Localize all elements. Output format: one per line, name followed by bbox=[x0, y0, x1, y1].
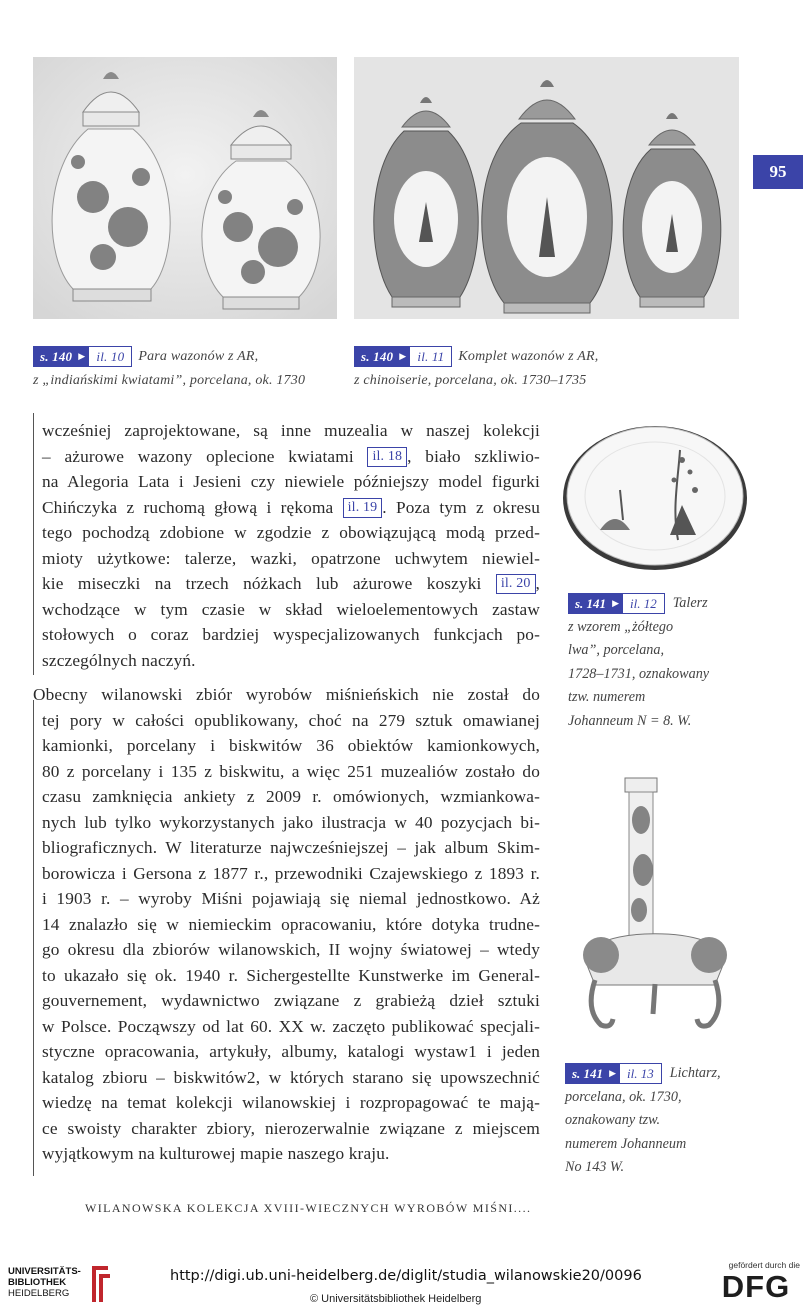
text-line: kamionki, porcelany i biskwitów 36 obiektów kamionkowych, bbox=[42, 736, 540, 755]
section-ref: s. 140 bbox=[355, 347, 399, 366]
figure-ref-il-19[interactable]: il. 19 bbox=[343, 498, 383, 518]
caption-line: Para wazonów z AR, bbox=[138, 349, 259, 364]
section-ref: s. 141 bbox=[569, 594, 612, 613]
figure-tag-il-10[interactable] bbox=[33, 346, 132, 367]
source-url[interactable]: http://digi.ub.uni-heidelberg.de/diglit/studia_wilanowskie20/0096 bbox=[170, 1268, 642, 1284]
text-span: , biało szkliwio- bbox=[407, 446, 540, 466]
text-span: , bbox=[535, 574, 540, 593]
illustration-ref: il. 11 bbox=[410, 347, 451, 366]
library-emblem-icon bbox=[88, 1264, 114, 1304]
illustration-ref: il. 13 bbox=[620, 1064, 661, 1083]
text-line: 80 z porcelany i 135 z biskwitu, a więc 251 muzealiów zostało do bbox=[42, 761, 540, 781]
caption-line: Komplet wazonów z AR, bbox=[458, 349, 599, 364]
page-number-tab bbox=[753, 155, 803, 189]
caption-line: oznakowany tzw. bbox=[565, 1112, 661, 1129]
dfg-logo: DFG bbox=[721, 1269, 791, 1304]
section-ref: s. 141 bbox=[566, 1064, 609, 1083]
text-line: i 1903 r. – wyroby Miśni pojawiają się niemal jednostkowo. Aż bbox=[42, 889, 540, 908]
text-line: wchodzące w tym czasie w skład wieloelementowych zastaw bbox=[42, 599, 540, 619]
section-ref: s. 140 bbox=[34, 347, 78, 366]
text-line bbox=[42, 571, 540, 597]
figure-ref-il-20[interactable]: il. 20 bbox=[496, 574, 536, 594]
text-line: tego pochodzą zdobione w zgodzie z obowiązującą modą przed- bbox=[42, 523, 540, 542]
caption-il-10 bbox=[33, 345, 353, 392]
figure-tag-il-11[interactable] bbox=[354, 346, 452, 367]
text-line bbox=[42, 495, 540, 521]
photo-set-of-chinoiserie-vases bbox=[354, 57, 739, 319]
text-span: Chińczyka z ruchomą głową i rękoma bbox=[42, 497, 334, 517]
text-line: czasu zamknięcia ankiety z 2009 r. omówionych, wzmiankowa- bbox=[42, 787, 540, 806]
library-logo bbox=[8, 1266, 128, 1306]
text-line: w Polsce. Począwszy od lat 60. XX w. zaczęto publikować specjali- bbox=[42, 1016, 540, 1036]
plate-illustration bbox=[560, 420, 750, 572]
vases-chinoiserie-illustration bbox=[354, 57, 739, 319]
text-line: wiedzę na temat kolekcji wilanowskiej i rozpropagować te mają- bbox=[42, 1093, 540, 1112]
text-span: – ażurowe wazony oplecione kwiatami bbox=[42, 446, 354, 466]
caption-il-12 bbox=[568, 592, 768, 734]
caption-line: 1728–1731, oznakowany bbox=[568, 665, 710, 682]
running-footer: WILANOWSKA KOLEKCJA XVIII-WIECZNYCH WYROBÓW MIŚNI.... bbox=[85, 1201, 532, 1215]
arrow-right-icon: ▶ bbox=[78, 347, 89, 366]
caption-line: porcelana, ok. 1730, bbox=[565, 1088, 682, 1105]
figure-tag-il-12[interactable] bbox=[568, 593, 665, 614]
caption-line: No 143 W. bbox=[565, 1159, 624, 1176]
text-line: katalog zbioru – biskwitów2, w których starano się upowszechnić bbox=[42, 1067, 540, 1087]
caption-line: Johanneum N = 8. W. bbox=[568, 712, 692, 729]
text-line: styczne opracowania, artykuły, albumy, katalogi wystaw1 i jeden bbox=[42, 1042, 540, 1061]
caption-line: z wzorem „żółtego bbox=[568, 618, 674, 635]
text-line: szczególnych naczyń. bbox=[42, 650, 196, 670]
text-line: mioty użytkowe: talerze, wazki, opatrzone uchwytem niewiel- bbox=[42, 548, 540, 568]
text-line: borowicza i Gersona z 1877 r., przewodniki Czajewskiego z 1893 r. bbox=[42, 863, 540, 883]
text-line: bliograficznych. W literaturze najwcześniejszej – jak album Skim- bbox=[42, 838, 540, 857]
paragraph-1 bbox=[42, 418, 540, 673]
dfg-caption: gefördert durch die bbox=[728, 1260, 800, 1270]
text-line: na Alegoria Lata i Jesieni czy niewiele późniejszy model figurki bbox=[42, 472, 540, 491]
text-line: nych lub tylko wykorzystanych jako ilustracja w 40 pozycjach bi- bbox=[42, 812, 540, 832]
text-line bbox=[42, 444, 540, 470]
arrow-right-icon: ▶ bbox=[612, 594, 623, 613]
caption-line: Lichtarz, bbox=[669, 1065, 721, 1081]
text-line: ce swoisty charakter zbiory, nierozerwalnie związane z miejscem bbox=[42, 1118, 540, 1138]
library-name-line: UNIVERSITÄTS- bbox=[8, 1266, 81, 1277]
text-line: wcześniej zaprojektowane, są inne muzealia w naszej kolekcji bbox=[42, 421, 540, 440]
arrow-right-icon: ▶ bbox=[609, 1064, 620, 1083]
text-line: Obecny wilanowski zbiór wyrobów miśnieńskich nie został do bbox=[33, 685, 540, 704]
vases-floral-illustration bbox=[33, 57, 337, 319]
text-line: 14 znalazło się w niemieckim opracowaniu, które dotyka trudne- bbox=[42, 914, 540, 934]
digitization-bar bbox=[0, 1256, 803, 1314]
text-line: stołowych o coraz bardziej wyspecjalizowanych funkcjach po- bbox=[42, 625, 540, 644]
illustration-ref: il. 10 bbox=[89, 347, 131, 366]
figure-tag-il-13[interactable] bbox=[565, 1063, 662, 1084]
arrow-right-icon: ▶ bbox=[399, 347, 410, 366]
caption-line: z „indiańskimi kwiatami”, porcelana, ok. 1730 bbox=[33, 373, 306, 388]
caption-line: numerem Johanneum bbox=[565, 1135, 687, 1152]
library-name-line: HEIDELBERG bbox=[8, 1288, 70, 1299]
illustration-ref: il. 12 bbox=[623, 594, 664, 613]
photo-pair-of-vases bbox=[33, 57, 337, 319]
text-line: gouvernement, wydawnictwo związane z grabieżą dzieł sztuki bbox=[42, 991, 540, 1010]
text-line: go okresu dla zbiorów wilanowskich, II wojny światowej – wtedy bbox=[42, 940, 540, 959]
caption-line: tzw. numerem bbox=[568, 689, 646, 706]
candlestick-illustration bbox=[565, 770, 745, 1038]
caption-line: z chinoiserie, porcelana, ok. 1730–1735 bbox=[354, 373, 587, 388]
caption-il-11 bbox=[354, 345, 754, 392]
page-number: 95 bbox=[769, 162, 787, 181]
photo-plate bbox=[560, 420, 750, 572]
text-span: . Poza tym z okresu bbox=[382, 497, 540, 517]
caption-il-13 bbox=[565, 1062, 785, 1180]
library-name-line: BIBLIOTHEK bbox=[8, 1277, 67, 1288]
photo-candlestick bbox=[565, 770, 745, 1038]
paragraph-rule bbox=[33, 413, 34, 675]
text-line: tej pory w całości opublikowany, choć na 279 sztuk omawianej bbox=[42, 710, 540, 730]
text-line: to ukazało się ok. 1940 r. Sichergestellte Kunstwerke im General- bbox=[42, 965, 540, 985]
text-line: wyjątkowym na kulturowej mapie naszego kraju. bbox=[42, 1144, 390, 1163]
paragraph-2 bbox=[33, 682, 540, 1167]
caption-line: lwa”, porcelana, bbox=[568, 642, 665, 659]
caption-line: Talerz bbox=[672, 595, 708, 611]
figure-ref-il-18[interactable]: il. 18 bbox=[367, 447, 407, 467]
dfg-funding bbox=[712, 1260, 800, 1312]
text-span: kie miseczki na trzech nóżkach lub ażurowe koszyki bbox=[42, 574, 482, 593]
copyright: © Universitätsbibliothek Heidelberg bbox=[310, 1293, 482, 1305]
